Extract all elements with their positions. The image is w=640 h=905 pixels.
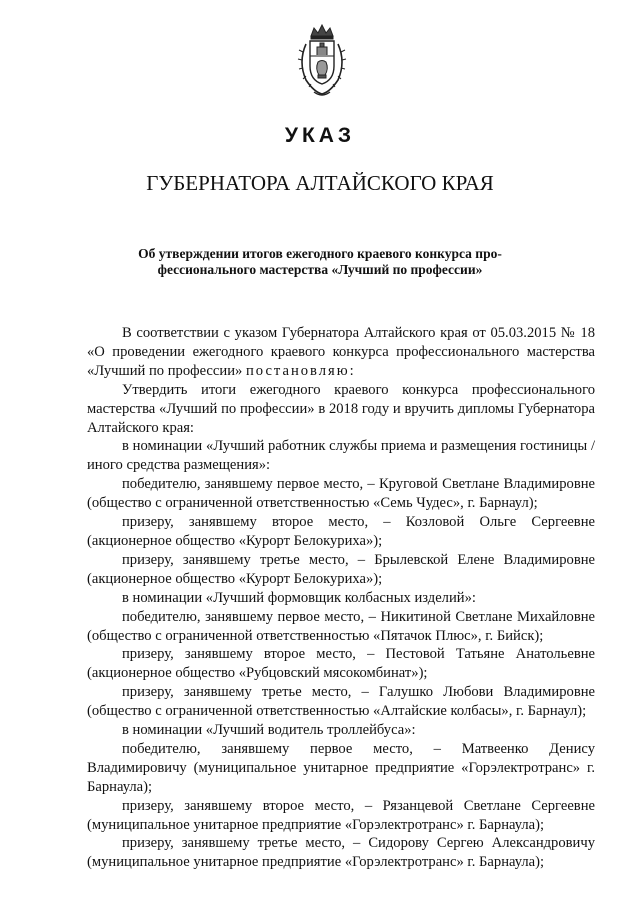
nomination-trolleybus-heading: в номинации «Лучший водитель троллейбуса»: xyxy=(122,722,416,739)
decree-subject xyxy=(120,246,520,278)
decree-body xyxy=(87,324,595,872)
nomination-trolleybus-third-place: призеру, занявшему третье место, – Сидорову Сергею Александровичу (муниципальное унитарное предприятие «Горэлектротранс» г. Барнаула); xyxy=(87,835,595,871)
issuer-title: ГУБЕРНАТОРА АЛТАЙСКОГО КРАЯ xyxy=(146,171,494,195)
nomination-sausage-first-place: победителю, занявшему первое место, – Никитиной Светлане Михайловне (общество с ограниченной ответственностью «Пятачок Плюс», г. Бийск); xyxy=(87,608,595,644)
decree-keyword: постановляю xyxy=(245,362,350,379)
nomination-sausage-heading: в номинации «Лучший формовщик колбасных изделий»: xyxy=(122,589,476,606)
decision-paragraph: Утвердить итоги ежегодного краевого конкурса профессионального мастерства «Лучший по профессии» в 2018 году и вручить дипломы Губернатора Алтайского края: xyxy=(87,381,595,436)
preamble-colon: : xyxy=(349,362,354,379)
altai-krai-coat-of-arms-icon xyxy=(296,22,348,100)
nomination-sausage-second-place: призеру, занявшему второе место, – Пестовой Татьяне Анатольевне (акционерное общество «Рубцовский мясокомбинат»); xyxy=(87,646,595,682)
preamble-text: В соответствии с указом Губернатора Алтайского края от 05.03.2015 № 18 «О проведении ежегодного краевого конкурса профессионального мастерства «Лучший по профессии» xyxy=(87,325,595,379)
subject-line-2: фессионального мастерства «Лучший по профессии» xyxy=(157,262,483,277)
nomination-hotel-third-place: призеру, занявшему третье место, – Брылевской Елене Владимировне (акционерное общество «Курорт Белокуриха»); xyxy=(87,551,595,587)
nomination-hotel-heading: в номинации «Лучший работник службы приема и размещения гостиницы / иного средства размещения»: xyxy=(87,438,595,474)
nomination-sausage-third-place: призеру, занявшему третье место, – Галушко Любови Владимировне (общество с ограниченной ответственностью «Алтайские колбасы», г. Барнаул); xyxy=(87,684,595,720)
nomination-trolleybus-second-place: призеру, занявшему второе место, – Рязанцевой Светлане Сергеевне (муниципальное унитарное предприятие «Горэлектротранс» г. Барнаула); xyxy=(87,797,595,833)
nomination-hotel-second-place: призеру, занявшему второе место, – Козловой Ольге Сергеевне (акционерное общество «Курорт Белокуриха»); xyxy=(87,514,595,549)
subject-line-1: Об утверждении итогов ежегодного краевого конкурса про- xyxy=(138,246,502,261)
nomination-hotel-first-place: победителю, занявшему первое место, – Круговой Светлане Владимировне (общество с ограниченной ответственностью «Семь Чудес», г. Барнаул); xyxy=(87,476,595,512)
document-type-title: УКАЗ xyxy=(284,124,356,147)
preamble-paragraph xyxy=(87,324,595,381)
nomination-trolleybus-first-place: победителю, занявшему первое место, – Матвеенко Денису Владимировичу (муниципальное унитарное предприятие «Горэлектротранс» г. Барнаула); xyxy=(87,740,595,795)
